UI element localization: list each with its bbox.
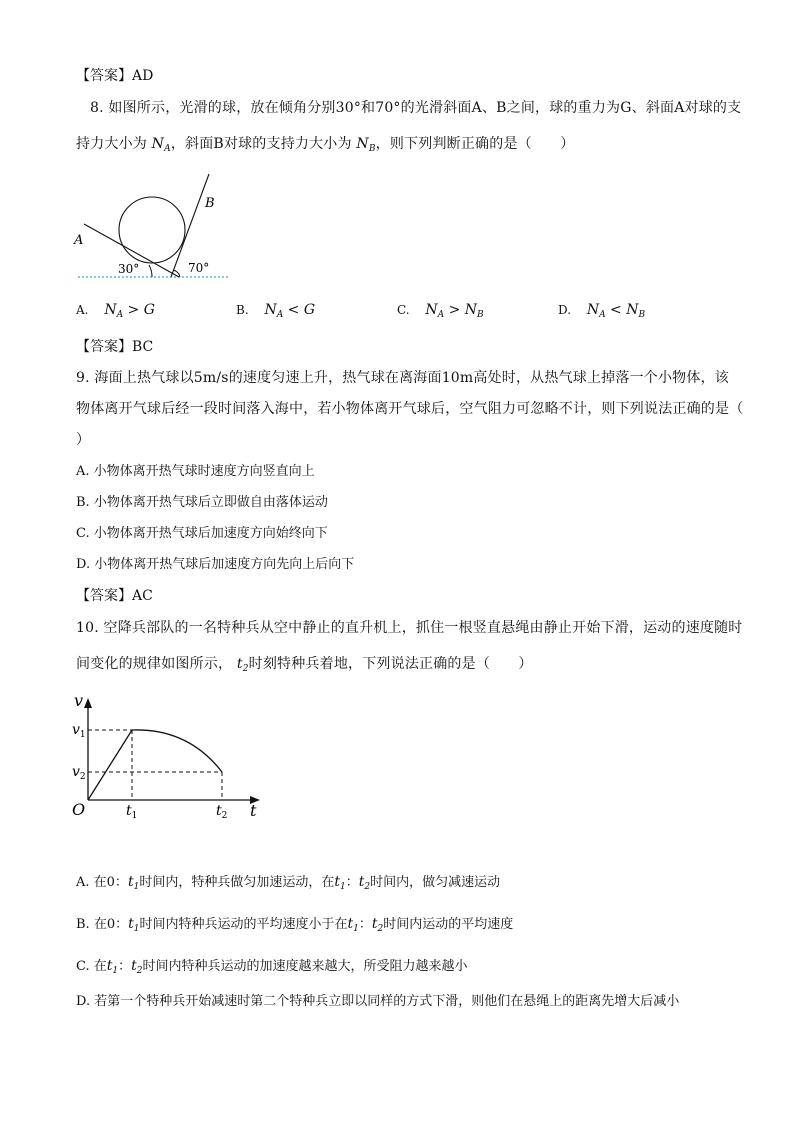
q8-line2-b: ，斜面B对球的支持力大小为 — [170, 136, 352, 152]
q9-option-d[interactable]: D. 小物体离开热气球后加速度方向先向上后向下 — [76, 557, 355, 572]
q8-line2-c: ，则下列判断正确的是（ ） — [375, 136, 575, 152]
q10-option-c[interactable]: C. 在$t_1$：$t_2$时间内特种兵运动的加速度越来越大，所受阻力越来越小 — [76, 958, 468, 976]
q9-option-a[interactable]: A. 小物体离开热气球时速度方向竖直向上 — [76, 464, 315, 479]
q10-line2 — [76, 654, 533, 679]
label-b: B — [205, 196, 215, 211]
angle-30: 30° — [118, 262, 140, 276]
q10-line1: 10. 空降兵部队的一名特种兵从空中静止的直升机上，抓住一根竖直悬绳由静止开始下滑，运动的速度随时 — [76, 620, 743, 636]
n-a-symbol: $N_A$ — [151, 136, 171, 154]
q10-line2-b: 时刻特种兵着地，下列说法正确的是（ ） — [248, 656, 533, 672]
q8-diagram — [70, 168, 240, 288]
q8-option-c[interactable]: C. $N_A > N_B$ — [397, 302, 484, 320]
answer-q8: 【答案】BC — [76, 339, 154, 355]
q9-line2: 物体离开气球后经一段时间落入海中，若小物体离开气球后，空气阻力可忽略不计，则下列说法正确的是（ — [76, 401, 744, 417]
q10-line2-a: 间变化的规律如图所示， — [76, 656, 233, 672]
angle-70: 70° — [188, 261, 210, 275]
q8-option-a[interactable]: A. $N_A > G$ — [76, 302, 155, 320]
label-a: A — [74, 233, 84, 248]
n-b-symbol: $N_B$ — [356, 136, 376, 154]
accel-segment — [88, 730, 132, 800]
q10-option-b[interactable]: B. 在0：$t_1$时间内特种兵运动的平均速度小于在$t_1$：$t_2$时间内运动的平均速度 — [76, 916, 514, 934]
q9-line3: ） — [76, 432, 91, 448]
q9-option-b[interactable]: B. 小物体离开热气球后立即做自由落体运动 — [76, 495, 328, 510]
v-axis-arrow — [84, 698, 92, 708]
v1-label: $v_1$ — [72, 722, 86, 740]
axis-t-label: t — [250, 801, 257, 820]
t2-symbol: $t_2$ — [236, 656, 249, 674]
q8-line2 — [76, 134, 574, 159]
decel-curve — [132, 730, 222, 772]
q8-option-b[interactable]: B. $N_A < G$ — [236, 302, 316, 320]
origin-label: O — [72, 800, 86, 819]
answer-q7: 【答案】AD — [76, 68, 154, 84]
q10-vt-graph — [70, 688, 270, 823]
q10-option-a[interactable]: A. 在0：$t_1$时间内，特种兵做匀加速运动，在$t_1$：$t_2$时间内，做匀减速运动 — [76, 874, 501, 892]
q9-line1: 9. 海面上热气球以5m/s的速度匀速上升，热气球在离海面10m高处时，从热气球上掉落一个小物体，该 — [76, 370, 729, 386]
answer-q9: 【答案】AC — [76, 588, 153, 604]
angle-arc-a — [149, 265, 152, 277]
t1-label: $t_1$ — [126, 803, 138, 821]
v2-label: $v_2$ — [72, 764, 86, 782]
axis-v-label: v — [74, 691, 84, 710]
q8-option-d[interactable]: D. $N_A < N_B$ — [558, 302, 646, 320]
ball — [119, 197, 185, 263]
q10-option-d[interactable]: D. 若第一个特种兵开始减速时第二个特种兵立即以同样的方式下滑，则他们在悬绳上的距离先增大后减小 — [76, 994, 680, 1009]
q9-option-c[interactable]: C. 小物体离开热气球后加速度方向始终向下 — [76, 526, 328, 541]
t2-label: $t_2$ — [216, 803, 228, 821]
q8-line1: 8. 如图所示，光滑的球，放在倾角分别30°和70°的光滑斜面A、B之间，球的重力为G、斜面A对球的支 — [90, 100, 742, 116]
q8-line2-a: 持力大小为 — [76, 136, 147, 152]
